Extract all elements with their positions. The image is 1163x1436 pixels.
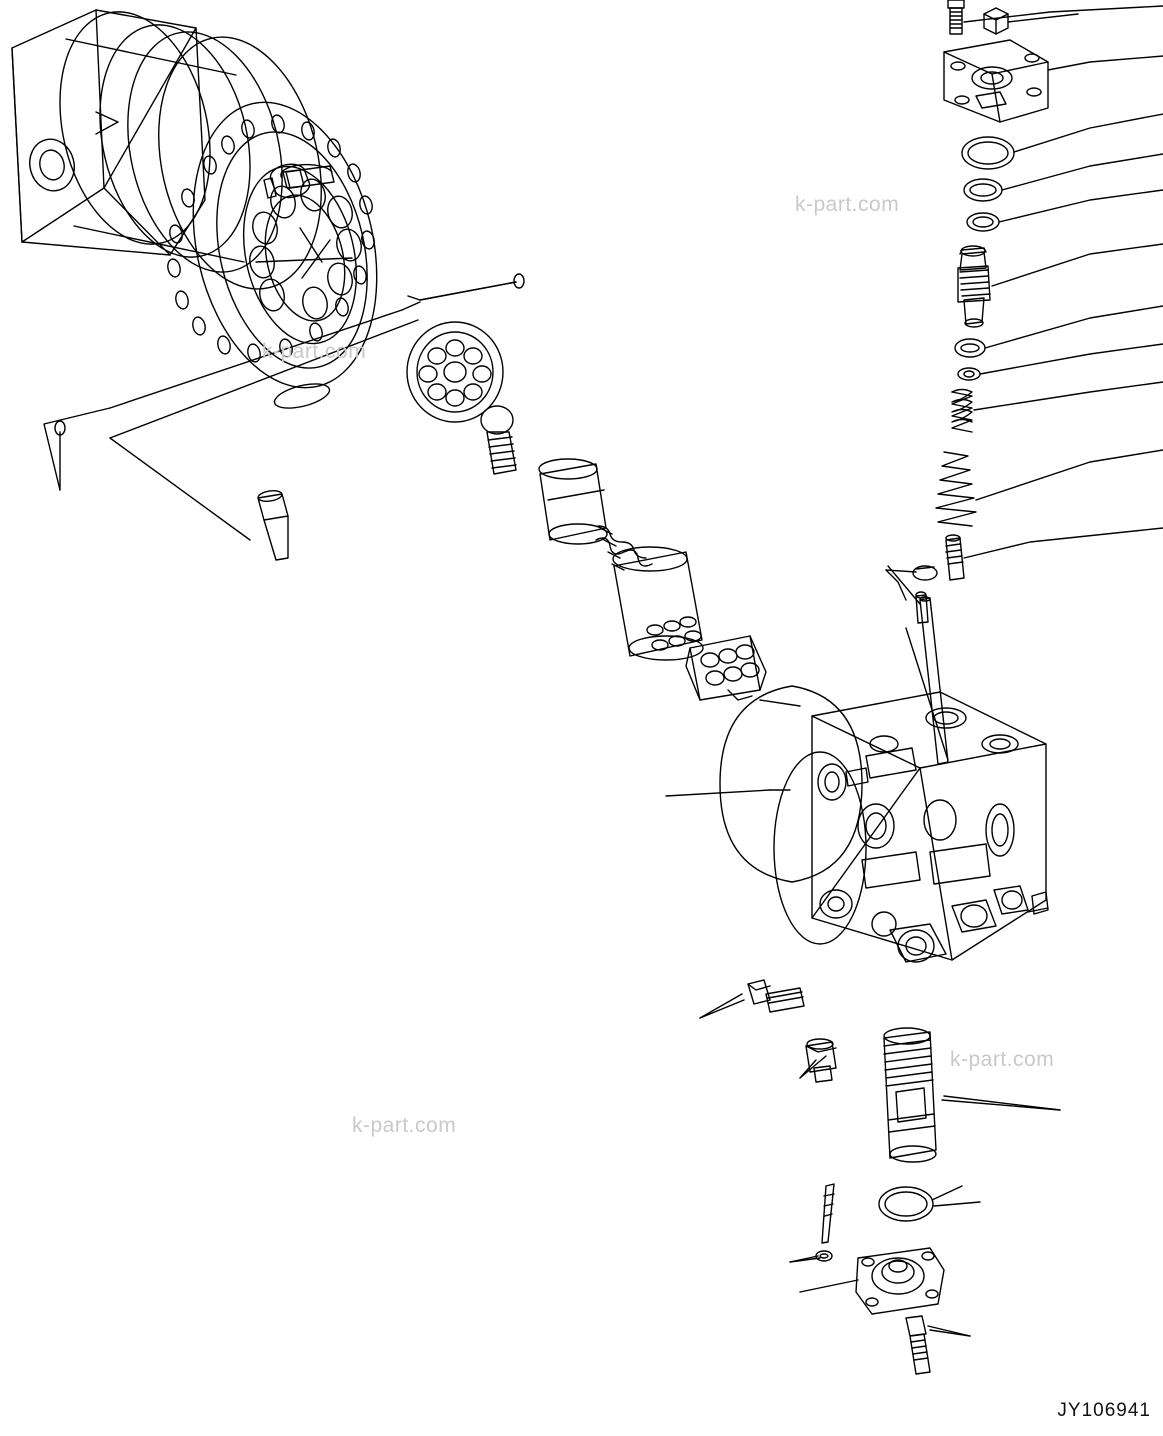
travel-motor-housing [720,566,1048,962]
leader-lines-valve-stack [886,6,1163,600]
cylinder-block-stack [407,322,766,700]
watermark: k-part.com [795,193,900,216]
filter-and-cover [806,1028,944,1374]
drawing-number: JY106941 [1057,1400,1151,1421]
watermark: k-part.com [950,1048,1055,1071]
mounting-bolt [748,980,804,1012]
relief-valve-stack [913,0,1048,623]
watermark: k-part.com [352,1114,457,1137]
leader-lines-left [44,274,524,560]
watermark: k-part.com [262,340,367,363]
